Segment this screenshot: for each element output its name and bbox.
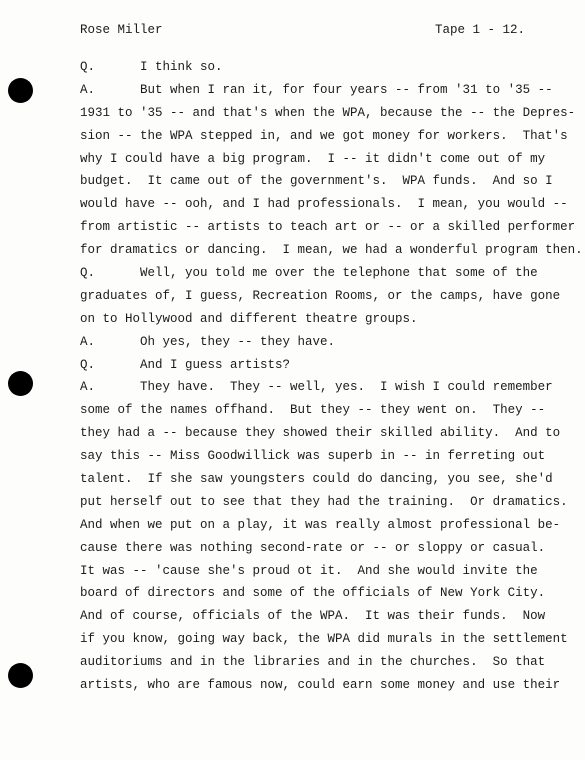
transcript-line: graduates of, I guess, Recreation Rooms, or the camps, have gone [80,288,561,303]
punch-hole [8,663,33,688]
transcript-line: 1931 to '35 -- and that's when the WPA, because the -- the Depres- [80,105,576,120]
transcript-line: if you know, going way back, the WPA did murals in the settlement [80,632,568,647]
punch-hole [8,371,33,396]
transcript-line: would have -- ooh, and I had professionals. I mean, you would -- [80,197,568,212]
transcript-line: Q. I think so. [80,60,223,74]
transcript-line: on to Hollywood and different theatre groups. [80,311,418,326]
transcript-line: And of course, officials of the WPA. It was their funds. Now [80,609,546,624]
transcript-line: auditoriums and in the libraries and in the churches. So that [80,655,546,670]
transcript-line: And when we put on a play, it was really almost professional be- [80,517,561,532]
transcript-body [80,59,583,700]
transcript-line: Q. Well, you told me over the telephone that some of the [80,266,538,281]
transcript-line: for dramatics or dancing. I mean, we had a wonderful program then. [80,243,583,258]
transcript-line: talent. If she saw youngsters could do dancing, you see, she'd [80,472,553,487]
transcript-line: they had a -- because they showed their skilled ability. And to [80,426,561,441]
transcript-line: A. Oh yes, they -- they have. [80,334,336,349]
transcript-line: sion -- the WPA stepped in, and we got money for workers. That's [80,128,568,143]
punch-hole [8,78,33,103]
interviewee-name: Rose Miller [80,23,163,37]
transcript-line: from artistic -- artists to teach art or -- or a skilled performer [80,220,576,235]
transcript-line: budget. It came out of the government's. WPA funds. And so I [80,174,553,189]
transcript-line: some of the names offhand. But they -- they went on. They -- [80,403,546,418]
transcript-line: A. They have. They -- well, yes. I wish I could remember [80,380,553,395]
transcript-line: why I could have a big program. I -- it didn't come out of my [80,151,546,166]
tape-page-number: Tape 1 - 12. [435,23,526,37]
transcript-line: say this -- Miss Goodwillick was superb in -- in ferreting out [80,449,546,464]
transcript-line: put herself out to see that they had the training. Or dramatics. [80,494,568,509]
transcript-line: Q. And I guess artists? [80,357,291,372]
transcript-line: artists, who are famous now, could earn some money and use their [80,678,561,693]
transcript-line: board of directors and some of the officials of New York City. [80,586,546,601]
transcript-line: cause there was nothing second-rate or -- or sloppy or casual. [80,540,546,555]
transcript-line: It was -- 'cause she's proud ot it. And she would invite the [80,563,538,578]
transcript-line: A. But when I ran it, for four years -- from '31 to '35 -- [80,82,553,97]
